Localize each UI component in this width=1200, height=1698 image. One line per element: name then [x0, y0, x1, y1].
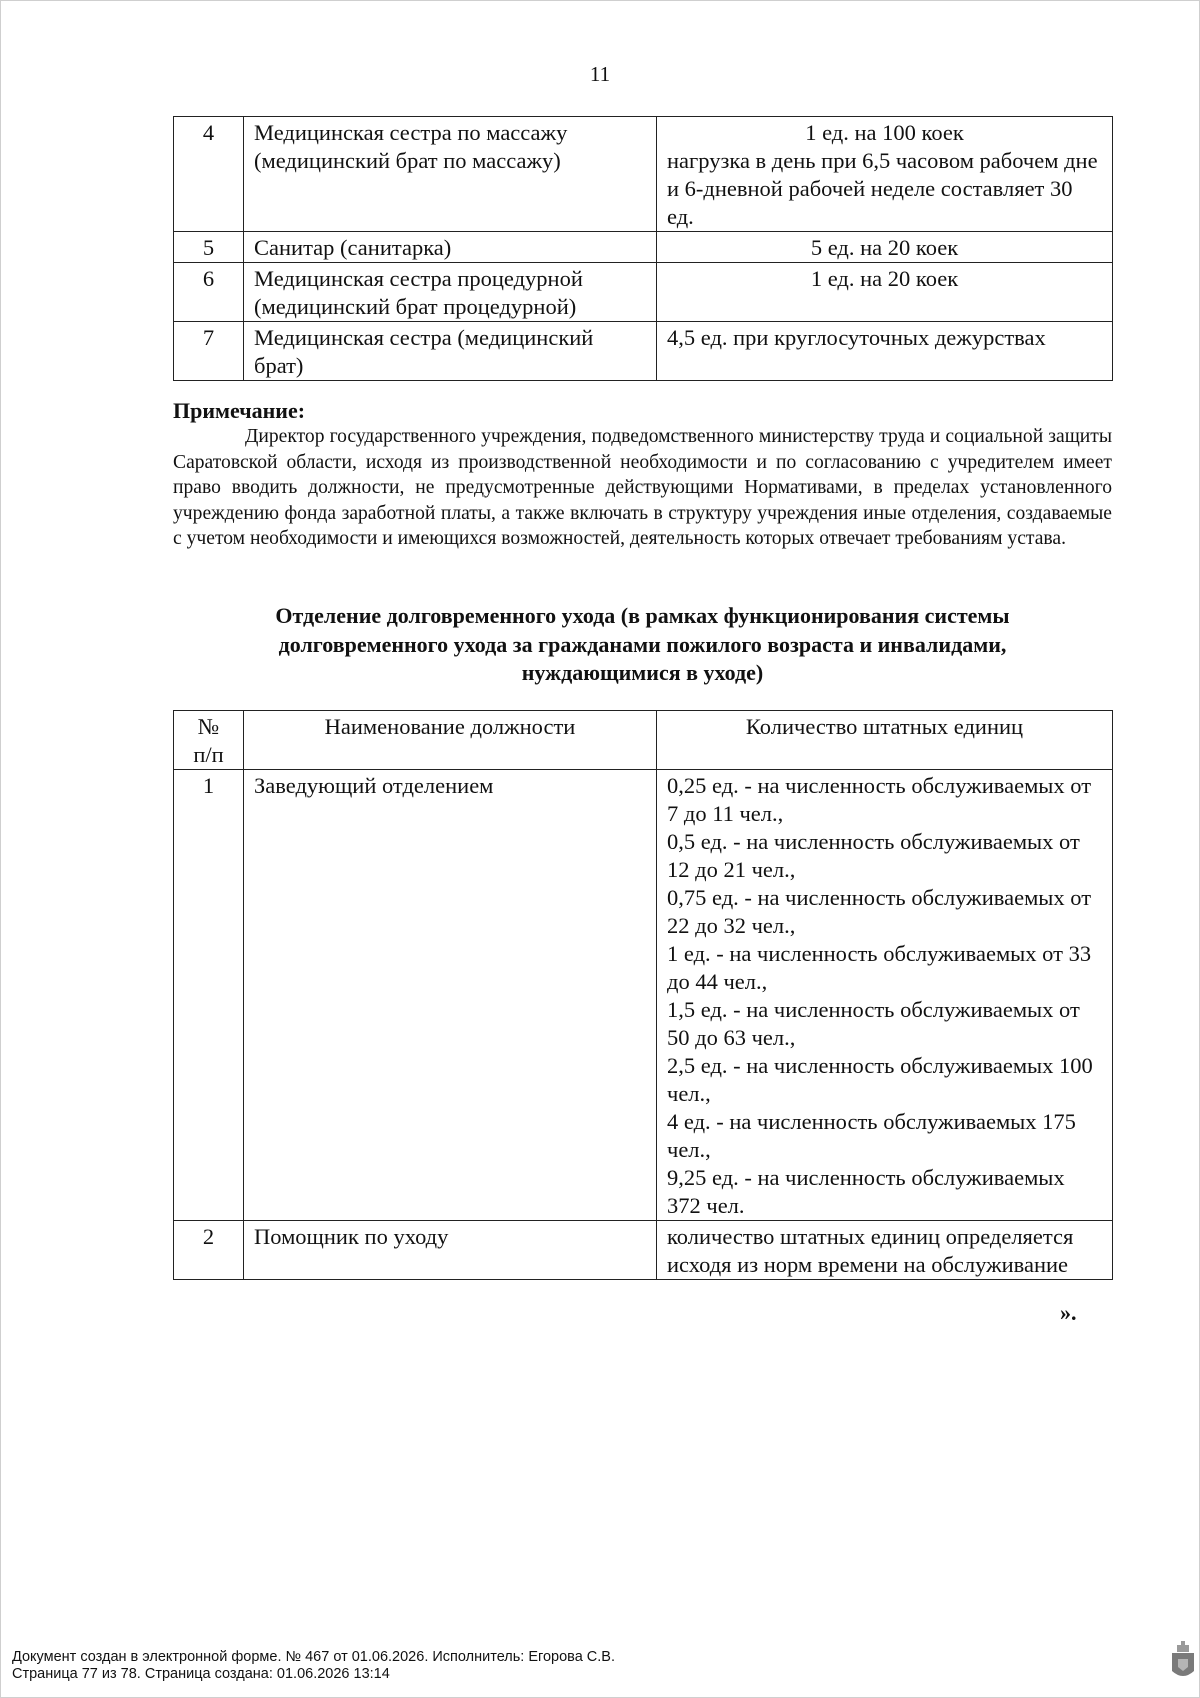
units-line: нагрузка в день при 6,5 часовом рабочем дне и 6-дневной рабочей неделе составляет 30 ед. — [667, 148, 1098, 229]
units-line: 1 ед. - на численность обслуживаемых от 33 до 44 чел., — [667, 941, 1092, 994]
column-header-position: Наименование должности — [244, 711, 657, 770]
position-name: Медицинская сестра процедурной (медицинский брат процедурной) — [244, 263, 657, 322]
units-line: 0,5 ед. - на численность обслуживаемых от 12 до 21 чел., — [667, 829, 1080, 882]
row-number: 6 — [174, 263, 244, 322]
column-header-number — [174, 711, 244, 770]
column-header-units: Количество штатных единиц — [657, 711, 1113, 770]
footer-line: Документ создан в электронной форме. № 467 от 01.06.2026. Исполнитель: Егорова С.В. — [12, 1649, 616, 1665]
row-number: 7 — [174, 322, 244, 381]
section-title-line: нуждающимися в уходе) — [521, 660, 764, 685]
row-number: 4 — [174, 117, 244, 232]
table-row — [174, 1221, 1113, 1280]
document-footer — [12, 1649, 615, 1683]
staff-units: количество штатных единиц определяется исходя из норм времени на обслуживание — [657, 1221, 1113, 1280]
header-number-label: п/п — [193, 742, 224, 767]
staff-units: 5 ед. на 20 коек — [657, 232, 1113, 263]
staff-units — [657, 117, 1113, 232]
section-title-line: долговременного ухода за гражданами пожилого возраста и инвалидами, — [278, 631, 1007, 657]
footer-line: Страница 77 из 78. Страница создана: 01.06.2026 13:14 — [12, 1666, 390, 1682]
table-row — [174, 232, 1113, 263]
long-term-care-staff-table — [173, 710, 1113, 1280]
position-name: Медицинская сестра (медицинский брат) — [244, 322, 657, 381]
units-line: 9,25 ед. - на численность обслуживаемых 372 чел. — [667, 1165, 1065, 1218]
note-text: Директор государственного учреждения, подведомственного министерству труда и социальной защиты Саратовской области, исходя из производственной необходимости и по согласованию с учредителем имеет право вводить должности, не предусмотренные действующими Нормативами, в пределах установленного учреждению фонда заработной платы, а также включать в структуру учреждения иные отделения, создаваемые с учетом необходимости и имеющихся возможностей, деятельность которых отвечает требованиям устава. — [173, 426, 1112, 549]
header-number-symbol: № — [197, 714, 220, 739]
row-number: 1 — [174, 770, 244, 1221]
position-name: Медицинская сестра по массажу (медицинский брат по массажу) — [244, 117, 657, 232]
position-name: Санитар (санитарка) — [244, 232, 657, 263]
coat-of-arms-icon — [1170, 1641, 1196, 1681]
staff-table-continued — [173, 116, 1113, 381]
units-line: 2,5 ед. - на численность обслуживаемых 100 чел., — [667, 1053, 1093, 1106]
table-row — [174, 263, 1113, 322]
table-row — [174, 770, 1113, 1221]
table-row — [174, 117, 1113, 232]
position-name: Заведующий отделением — [244, 770, 657, 1221]
note-heading: Примечание: — [173, 398, 306, 423]
staff-units — [657, 770, 1113, 1221]
units-line: 0,25 ед. - на численность обслуживаемых от 7 до 11 чел., — [667, 773, 1092, 826]
row-number: 2 — [174, 1221, 244, 1280]
units-line: 1 ед. на 100 коек — [805, 120, 964, 145]
table-header-row — [174, 711, 1113, 770]
row-number: 5 — [174, 232, 244, 263]
closing-quote: ». — [1060, 1300, 1077, 1325]
section-title-line: Отделение долговременного ухода (в рамках функционирования системы — [275, 603, 1010, 628]
staff-units: 1 ед. на 20 коек — [657, 263, 1113, 322]
page-number: 11 — [589, 62, 611, 86]
table-row — [174, 322, 1113, 381]
section-title — [173, 602, 1112, 688]
units-line: 0,75 ед. - на численность обслуживаемых от 22 до 32 чел., — [667, 885, 1092, 938]
staff-units: 4,5 ед. при круглосуточных дежурствах — [657, 322, 1113, 381]
position-name: Помощник по уходу — [244, 1221, 657, 1280]
units-line: 4 ед. - на численность обслуживаемых 175 чел., — [667, 1109, 1076, 1162]
units-line: 1,5 ед. - на численность обслуживаемых от 50 до 63 чел., — [667, 997, 1080, 1050]
